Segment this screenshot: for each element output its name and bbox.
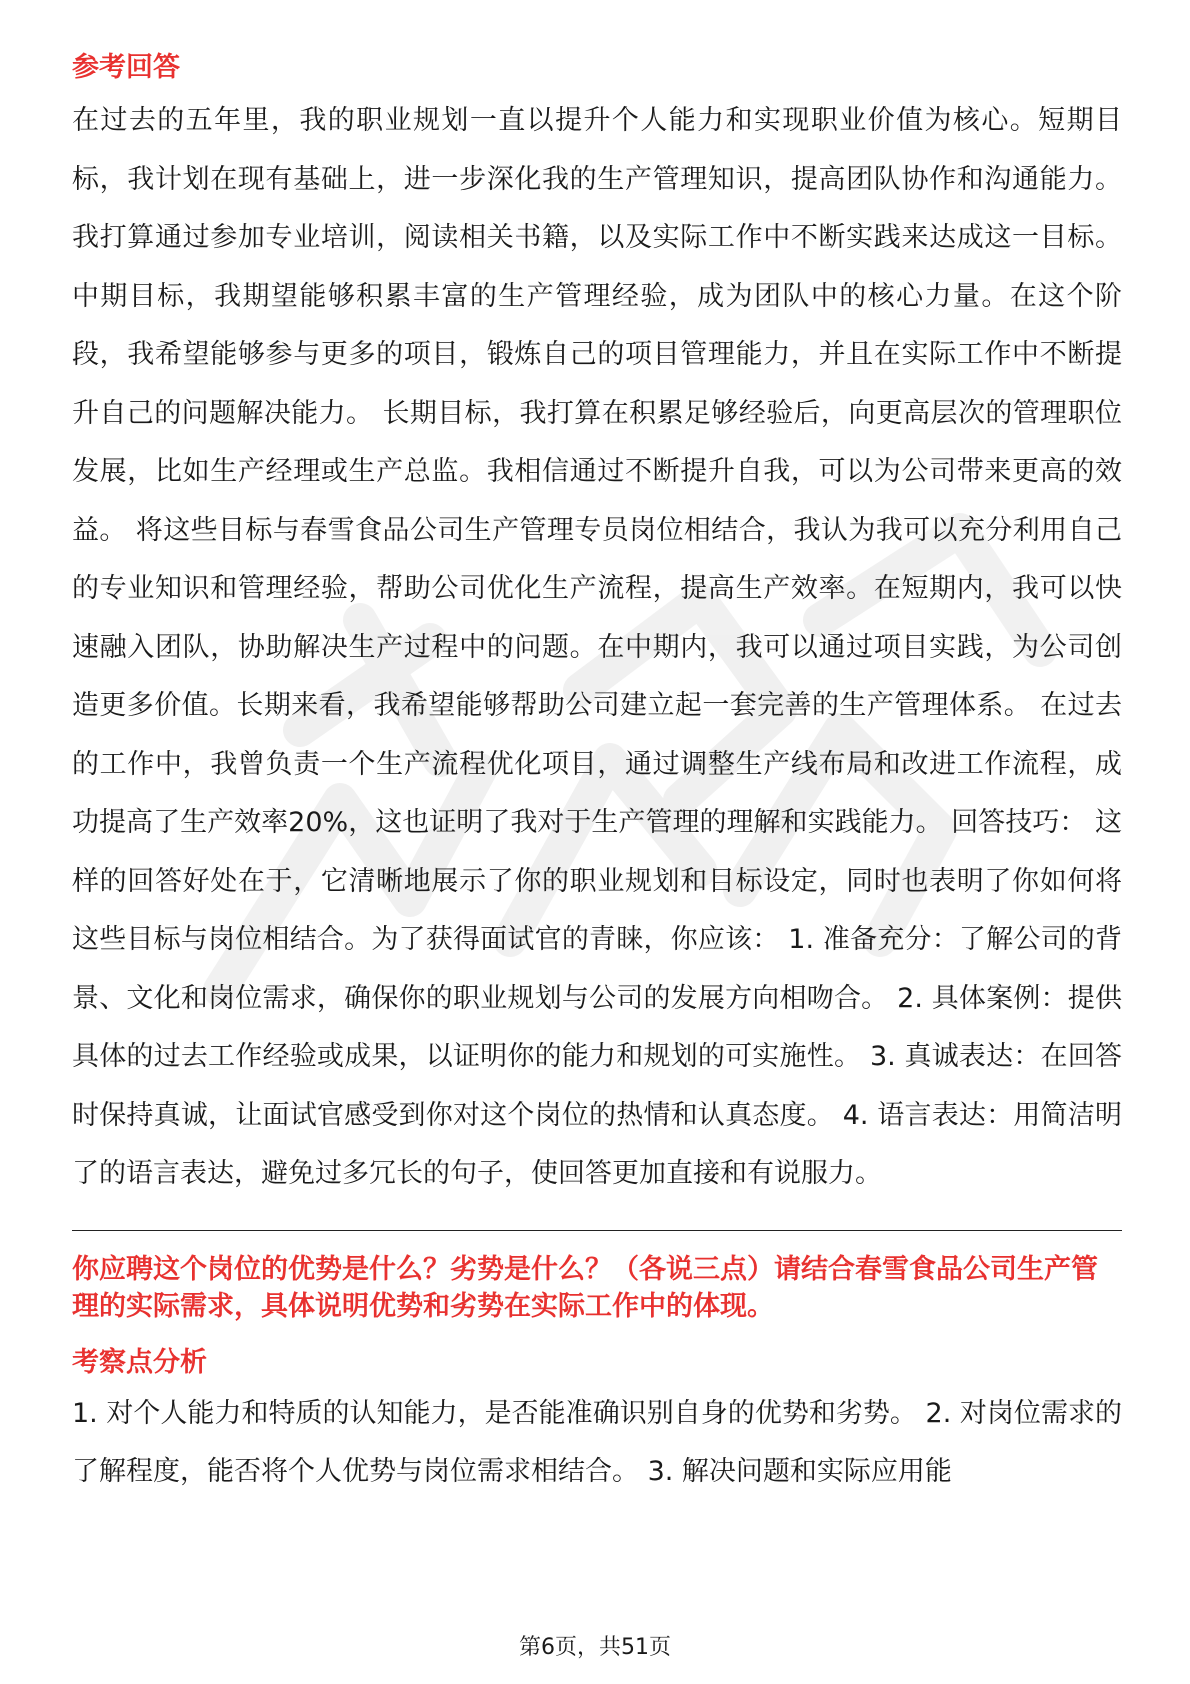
page-number-footer: 第6页，共51页 <box>519 1635 671 1660</box>
section-divider <box>72 1230 1122 1231</box>
interview-question: 你应聘这个岗位的优势是什么？劣势是什么？（各说三点）请结合春雪食品公司生产管理的实际需求，具体说明优势和劣势在实际工作中的体现。 <box>72 1253 1098 1322</box>
document-page <box>72 48 1122 1502</box>
analysis-body: 1. 对个人能力和特质的认知能力，是否能准确识别自身的优势和劣势。 2. 对岗位需求的了解程度，能否将个人优势与岗位需求相结合。 3. 解决问题和实际应用能 <box>72 1397 1122 1487</box>
reference-answer-body: 在过去的五年里，我的职业规划一直以提升个人能力和实现职业价值为核心。短期目标，我计划在现有基础上，进一步深化我的生产管理知识，提高团队协作和沟通能力。我打算通过参加专业培训，阅读相关书籍，以及实际工作中不断实践来达成这一目标。 中期目标，我期望能够积累丰富的生产管理经验，成为团队中的核心力量。在这个阶段，我希望能够参与更多的项目，锻炼自己的项目管理能力，并且在实际工作中不断提升自己的问题解决能力。 长期目标，我打算在积累足够经验后，向更高层次的管理职位发展，比如生产经理或生产总监。我相信通过不断提升自我，可以为公司带来更高的效益。 将这些目标与春雪食品公司生产管理专员岗位相结合，我认为我可以充分利用自己的专业知识和管理经验，帮助公司优化生产流程，提高生产效率。在短期内，我可以快速融入团队，协助解决生产过程中的问题。在中期内，我可以通过项目实践，为公司创造更多价值。长期来看，我希望能够帮助公司建立起一套完善的生产管理体系。 在过去的工作中，我曾负责一个生产流程优化项目，通过调整生产线布局和改进工作流程，成功提高了生产效率20%，这也证明了我对于生产管理的理解和实践能力。 回答技巧： 这样的回答好处在于，它清晰地展示了你的职业规划和目标设定，同时也表明了你如何将这些目标与岗位相结合。为了获得面试官的青睐，你应该： 1. 准备充分：了解公司的背景、文化和岗位需求，确保你的职业规划与公司的发展方向相吻合。 2. 具体案例：提供具体的过去工作经验或成果，以证明你的能力和规划的可实施性。 3. 真诚表达：在回答时保持真诚，让面试官感受到你对这个岗位的热情和认真态度。 4. 语言表达：用简洁明了的语言表达，避免过多冗长的句子，使回答更加直接和有说服力。 <box>72 105 1122 1189</box>
analysis-heading: 考察点分析 <box>72 1346 207 1378</box>
reference-answer-heading: 参考回答 <box>72 52 180 83</box>
